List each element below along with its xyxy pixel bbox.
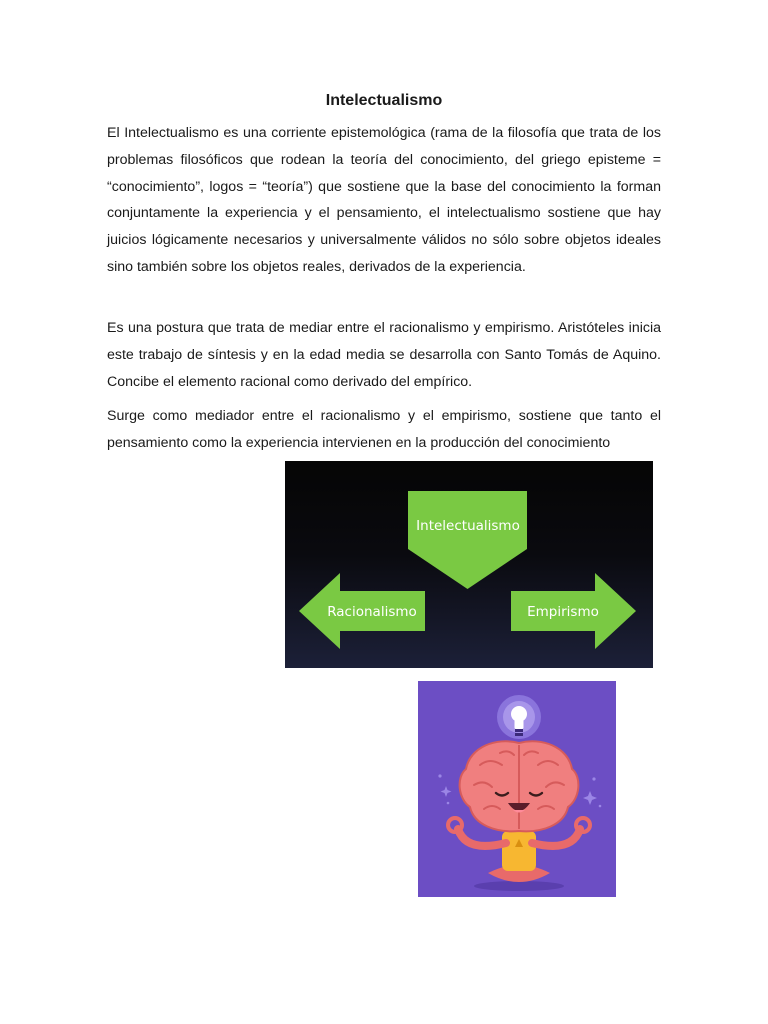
brain-body <box>488 831 550 882</box>
document-title: Intelectualismo <box>325 92 443 109</box>
down-arrow-shape <box>408 491 527 589</box>
brain-head <box>460 741 579 831</box>
diagram-label-empirismo: Empirismo <box>527 604 599 620</box>
paragraph-definition: El Intelectualismo es una corriente epistemológica (rama de la filosofía que trata de los problemas filosóficos que rodean la teoría del conocimiento, del griego episteme = “conocimiento”, logos = “teoría”) que sostiene que la base del conocimiento la forman conjuntamente la experiencia y el pensamiento, el intelectualismo sostiene que hay juicios lógicamente necesarios y universalmente válidos no sólo sobre objetos ideales sino también sobre los objetos reales, derivados de la experiencia. <box>107 125 661 275</box>
intelectualismo-diagram <box>285 461 653 668</box>
diagram-label-racionalismo: Racionalismo <box>327 604 417 620</box>
diagram-label-intelectualismo: Intelectualismo <box>416 518 520 534</box>
shadow <box>474 881 564 891</box>
paragraph-mediator: Surge como mediador entre el racionalismo y el empirismo, sostiene que tanto el pensamiento como la experiencia intervienen en la producción del conocimiento <box>107 408 661 451</box>
paragraph-history: Es una postura que trata de mediar entre el racionalismo y empirismo. Aristóteles inicia este trabajo de síntesis y en la edad media se desarrolla con Santo Tomás de Aquino. Concibe el elemento racional como derivado del empírico. <box>107 320 661 390</box>
brain-illustration <box>418 681 616 897</box>
